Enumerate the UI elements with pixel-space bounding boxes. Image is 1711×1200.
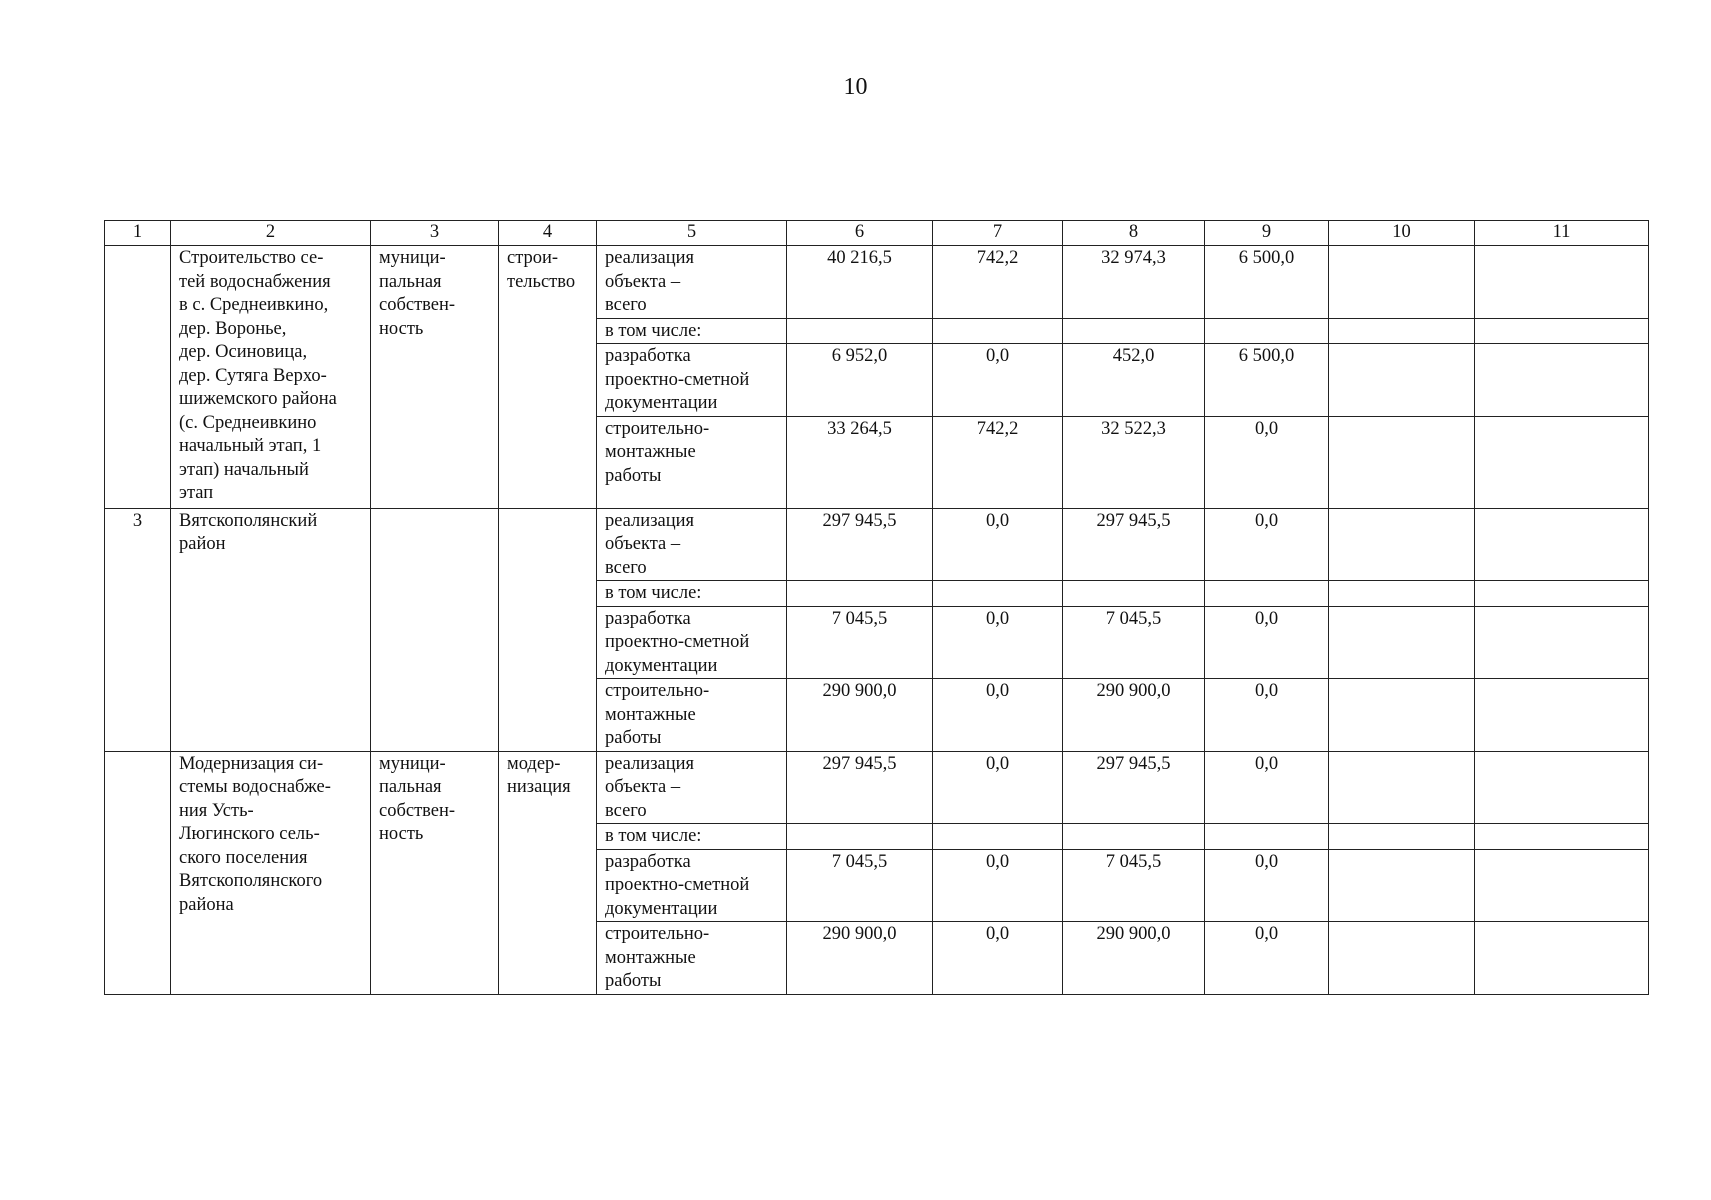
- empty-cell: [1475, 246, 1649, 319]
- amount-cell: 0,0: [1205, 849, 1329, 922]
- empty-cell: [1329, 508, 1475, 581]
- empty-cell: [1329, 751, 1475, 824]
- amount-cell: 297 945,5: [787, 508, 933, 581]
- amount-cell: 6 500,0: [1205, 344, 1329, 417]
- ownership-cell: муници- пальная собствен- ность: [371, 751, 499, 994]
- amount-cell: 0,0: [933, 679, 1063, 752]
- amount-cell: 7 045,5: [1063, 606, 1205, 679]
- amount-cell: 742,2: [933, 246, 1063, 319]
- column-header: 3: [371, 221, 499, 246]
- column-header: 6: [787, 221, 933, 246]
- empty-cell: [1475, 318, 1649, 344]
- amount-cell: 0,0: [1205, 508, 1329, 581]
- amount-cell: [933, 581, 1063, 607]
- amount-cell: 0,0: [933, 849, 1063, 922]
- column-header: 9: [1205, 221, 1329, 246]
- amount-cell: 7 045,5: [1063, 849, 1205, 922]
- financing-table: [104, 220, 1649, 995]
- cost-item-label: строительно- монтажные работы: [597, 679, 787, 752]
- amount-cell: 297 945,5: [1063, 508, 1205, 581]
- table-row: [105, 751, 1649, 824]
- amount-cell: 452,0: [1063, 344, 1205, 417]
- amount-cell: [787, 824, 933, 850]
- row-number-cell: [105, 246, 171, 509]
- column-header: 8: [1063, 221, 1205, 246]
- cost-item-label: строительно- монтажные работы: [597, 416, 787, 508]
- object-name-cell: Модернизация си- стемы водоснабже- ния Усть- Люгинского сель- ского поселения Вятскополянского района: [171, 751, 371, 994]
- empty-cell: [1329, 344, 1475, 417]
- amount-cell: 0,0: [933, 508, 1063, 581]
- amount-cell: 40 216,5: [787, 246, 933, 319]
- object-name-cell: Строительство се- тей водоснабжения в с. Среднеивкино, дер. Воронье, дер. Осиновица, дер. Сутяга Верхо- шижемского района (с. Среднеивкино начальный этап, 1 этап) начальный этап: [171, 246, 371, 509]
- empty-cell: [1475, 581, 1649, 607]
- amount-cell: 742,2: [933, 416, 1063, 508]
- amount-cell: [787, 581, 933, 607]
- amount-cell: 0,0: [1205, 416, 1329, 508]
- amount-cell: [1063, 581, 1205, 607]
- ownership-cell: муници- пальная собствен- ность: [371, 246, 499, 509]
- cost-item-label: в том числе:: [597, 318, 787, 344]
- amount-cell: 290 900,0: [787, 679, 933, 752]
- column-header: 11: [1475, 221, 1649, 246]
- empty-cell: [1475, 751, 1649, 824]
- table-row: [105, 508, 1649, 581]
- cost-item-label: в том числе:: [597, 581, 787, 607]
- amount-cell: [1063, 318, 1205, 344]
- empty-cell: [1329, 849, 1475, 922]
- work-type-cell: строи- тельство: [499, 246, 597, 509]
- amount-cell: 0,0: [1205, 606, 1329, 679]
- empty-cell: [1475, 606, 1649, 679]
- empty-cell: [1475, 679, 1649, 752]
- column-header: 1: [105, 221, 171, 246]
- amount-cell: [933, 318, 1063, 344]
- empty-cell: [1329, 416, 1475, 508]
- cost-item-label: строительно- монтажные работы: [597, 922, 787, 995]
- amount-cell: 7 045,5: [787, 606, 933, 679]
- work-type-cell: модер- низация: [499, 751, 597, 994]
- amount-cell: 297 945,5: [1063, 751, 1205, 824]
- cost-item-label: реализация объекта – всего: [597, 751, 787, 824]
- amount-cell: 290 900,0: [787, 922, 933, 995]
- empty-cell: [1475, 849, 1649, 922]
- amount-cell: 33 264,5: [787, 416, 933, 508]
- table-row: [105, 246, 1649, 319]
- amount-cell: 0,0: [933, 751, 1063, 824]
- amount-cell: [787, 318, 933, 344]
- amount-cell: 0,0: [1205, 679, 1329, 752]
- column-number-row: [105, 221, 1649, 246]
- work-type-cell: [499, 508, 597, 751]
- empty-cell: [1329, 606, 1475, 679]
- column-header: 5: [597, 221, 787, 246]
- empty-cell: [1475, 416, 1649, 508]
- amount-cell: 0,0: [933, 344, 1063, 417]
- page-number: 10: [843, 74, 868, 100]
- empty-cell: [1329, 922, 1475, 995]
- amount-cell: 0,0: [933, 606, 1063, 679]
- empty-cell: [1475, 508, 1649, 581]
- amount-cell: 0,0: [1205, 922, 1329, 995]
- empty-cell: [1475, 824, 1649, 850]
- amount-cell: [933, 824, 1063, 850]
- amount-cell: 6 500,0: [1205, 246, 1329, 319]
- object-name-cell: Вятскополянский район: [171, 508, 371, 751]
- row-number-cell: 3: [105, 508, 171, 751]
- amount-cell: 0,0: [1205, 751, 1329, 824]
- amount-cell: 6 952,0: [787, 344, 933, 417]
- column-header: 4: [499, 221, 597, 246]
- amount-cell: [1205, 824, 1329, 850]
- empty-cell: [1329, 318, 1475, 344]
- column-header: 7: [933, 221, 1063, 246]
- empty-cell: [1329, 246, 1475, 319]
- column-header: 10: [1329, 221, 1475, 246]
- cost-item-label: реализация объекта – всего: [597, 246, 787, 319]
- amount-cell: 32 974,3: [1063, 246, 1205, 319]
- amount-cell: 32 522,3: [1063, 416, 1205, 508]
- empty-cell: [1329, 824, 1475, 850]
- empty-cell: [1329, 679, 1475, 752]
- amount-cell: [1205, 581, 1329, 607]
- cost-item-label: разработка проектно-сметной документации: [597, 344, 787, 417]
- cost-item-label: в том числе:: [597, 824, 787, 850]
- amount-cell: 7 045,5: [787, 849, 933, 922]
- row-number-cell: [105, 751, 171, 994]
- amount-cell: [1205, 318, 1329, 344]
- ownership-cell: [371, 508, 499, 751]
- empty-cell: [1329, 581, 1475, 607]
- amount-cell: 290 900,0: [1063, 922, 1205, 995]
- cost-item-label: разработка проектно-сметной документации: [597, 606, 787, 679]
- empty-cell: [1475, 922, 1649, 995]
- amount-cell: 290 900,0: [1063, 679, 1205, 752]
- cost-item-label: разработка проектно-сметной документации: [597, 849, 787, 922]
- amount-cell: 297 945,5: [787, 751, 933, 824]
- column-header: 2: [171, 221, 371, 246]
- cost-item-label: реализация объекта – всего: [597, 508, 787, 581]
- amount-cell: [1063, 824, 1205, 850]
- empty-cell: [1475, 344, 1649, 417]
- amount-cell: 0,0: [933, 922, 1063, 995]
